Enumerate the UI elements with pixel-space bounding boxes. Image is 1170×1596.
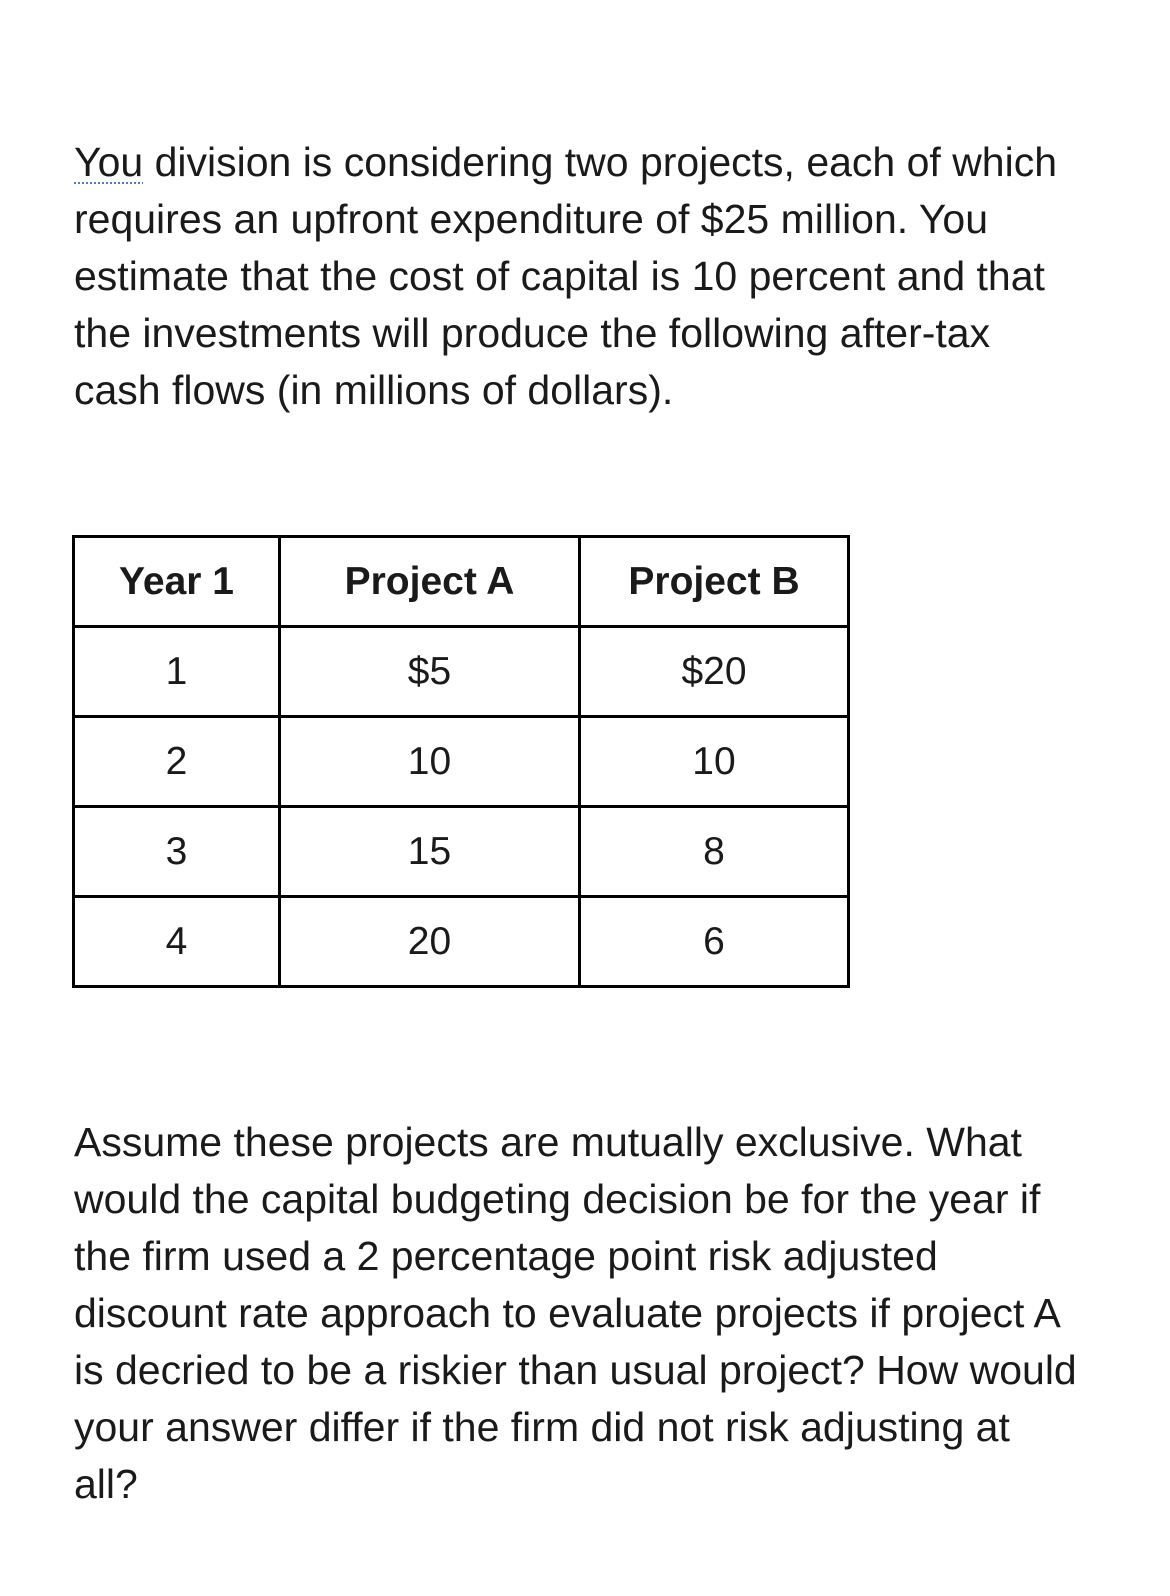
table-row — [74, 807, 849, 897]
flagged-word: You — [74, 139, 144, 185]
cell-project-b: 8 — [580, 807, 849, 897]
cell-project-b: $20 — [580, 627, 849, 717]
table-row — [74, 717, 849, 807]
cell-project-a: 20 — [280, 897, 580, 987]
question-paragraph: Assume these projects are mutually exclusive. What would the capital budgeting decision be for the year if the firm used a 2 percentage point risk adjusted discount rate approach to evaluate projects if project A is decried to be a riskier than usual project? How would your answer differ if the firm did not risk adjusting at all? — [74, 1119, 1077, 1507]
cell-year: 4 — [74, 897, 280, 987]
header-project-b: Project B — [580, 537, 849, 627]
cell-year: 3 — [74, 807, 280, 897]
cell-project-b: 10 — [580, 717, 849, 807]
cell-project-a: $5 — [280, 627, 580, 717]
cell-project-a: 10 — [280, 717, 580, 807]
table-row — [74, 897, 849, 987]
cash-flow-table — [72, 535, 850, 988]
header-year: Year 1 — [74, 537, 280, 627]
table-row — [74, 627, 849, 717]
cell-year: 1 — [74, 627, 280, 717]
table-header-row — [74, 537, 849, 627]
cell-project-a: 15 — [280, 807, 580, 897]
intro-paragraph — [74, 134, 1084, 419]
cell-year: 2 — [74, 717, 280, 807]
intro-text: division is considering two projects, each of which requires an upfront expenditure of $25 million. You estimate that the cost of capital is 10 percent and that the investments will produce the following after-tax cash flows (in millions of dollars). — [74, 139, 1058, 413]
header-project-a: Project A — [280, 537, 580, 627]
cell-project-b: 6 — [580, 897, 849, 987]
